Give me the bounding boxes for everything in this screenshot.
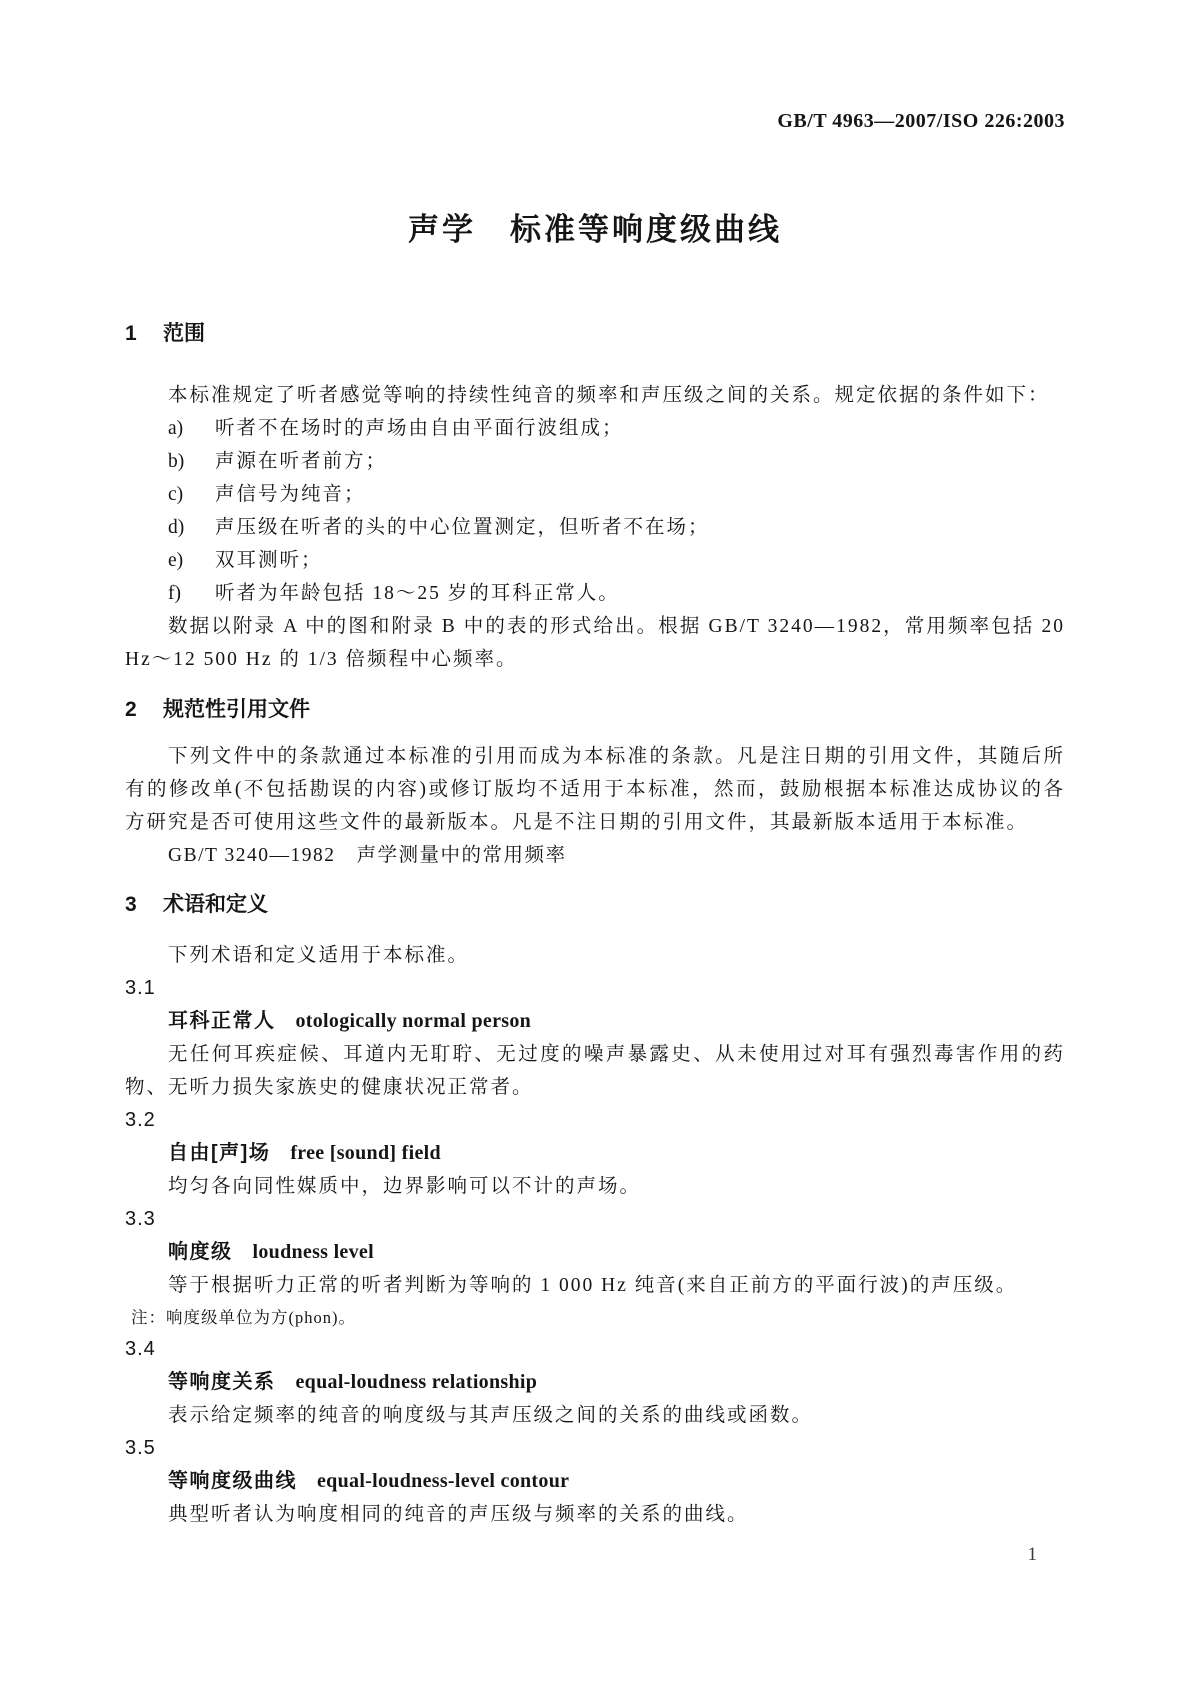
term-block-3-4 (125, 1333, 1065, 1432)
term-line (125, 1366, 1065, 1399)
item-label: a) (168, 418, 184, 439)
term-line (125, 1137, 1065, 1170)
item-label: d) (168, 517, 185, 538)
term-english: free [sound] field (290, 1142, 441, 1164)
item-text: 声信号为纯音； (215, 484, 366, 505)
term-english: equal-loudness relationship (295, 1371, 538, 1393)
term-number: 3.5 (125, 1437, 156, 1459)
term-definition: 等于根据听力正常的听者判断为等响的 1 000 Hz 纯音(来自正前方的平面行波)的声压级。 (168, 1275, 1018, 1296)
term-chinese: 等响度级曲线 (168, 1470, 297, 1492)
term-definition: 无任何耳疾症候、耳道内无耵聍、无过度的噪声暴露史、从未使用过对耳有强烈毒害作用的药物、无听力损失家族史的健康状况正常者。 (125, 1044, 1065, 1098)
page-number: 1 (1027, 1544, 1037, 1565)
term-chinese: 自由[声]场 (168, 1142, 271, 1164)
term-definition: 均匀各向同性媒质中，边界影响可以不计的声场。 (168, 1176, 642, 1197)
term-block-3-5 (125, 1432, 1065, 1531)
term-note: 注：响度级单位为方(phon)。 (131, 1308, 356, 1327)
condition-item-b (125, 445, 1065, 478)
term-number: 3.1 (125, 977, 156, 999)
item-text: 听者不在场时的声场由自由平面行波组成； (215, 418, 624, 439)
section-1-closing-paragraph: 数据以附录 A 中的图和附录 B 中的表的形式给出。根据 GB/T 3240—1982，常用频率包括 20 Hz～12 500 Hz 的 1/3 倍频程中心频率。 (125, 616, 1065, 670)
term-line (125, 1005, 1065, 1038)
section-3-intro-paragraph: 下列术语和定义适用于本标准。 (168, 945, 470, 966)
term-chinese: 等响度关系 (168, 1371, 276, 1393)
item-text: 声压级在听者的头的中心位置测定，但听者不在场； (215, 517, 710, 538)
condition-item-e (125, 544, 1065, 577)
term-line (125, 1236, 1065, 1269)
term-chinese: 耳科正常人 (168, 1010, 276, 1032)
term-line (125, 1465, 1065, 1498)
normative-reference: GB/T 3240—1982 声学测量中的常用频率 (168, 845, 567, 866)
section-3-heading (125, 889, 1065, 921)
section-3-number: 3 (125, 893, 137, 916)
item-label: f) (168, 583, 181, 604)
section-1-intro-paragraph: 本标准规定了听者感觉等响的持续性纯音的频率和声压级之间的关系。规定依据的条件如下： (168, 385, 1050, 406)
term-definition: 典型听者认为响度相同的纯音的声压级与频率的关系的曲线。 (168, 1504, 749, 1525)
standard-code: GB/T 4963—2007/ISO 226:2003 (777, 110, 1065, 132)
term-block-3-1 (125, 972, 1065, 1104)
section-2-body-paragraph: 下列文件中的条款通过本标准的引用而成为本标准的条款。凡是注日期的引用文件，其随后所有的修改单(不包括勘误的内容)或修订版均不适用于本标准，然而，鼓励根据本标准达成协议的各方研究是否可使用这些文件的最新版本。凡是不注日期的引用文件，其最新版本适用于本标准。 (125, 746, 1065, 833)
condition-item-f (125, 577, 1065, 610)
condition-item-d (125, 511, 1065, 544)
term-english: equal-loudness-level contour (317, 1470, 570, 1492)
item-text: 听者为年龄包括 18～25 岁的耳科正常人。 (215, 583, 620, 604)
item-text: 声源在听者前方； (215, 451, 388, 472)
term-definition: 表示给定频率的纯音的响度级与其声压级之间的关系的曲线或函数。 (168, 1405, 814, 1426)
section-2-number: 2 (125, 698, 137, 721)
section-1-heading (125, 318, 1065, 350)
condition-item-c (125, 478, 1065, 511)
section-3-title: 术语和定义 (163, 893, 268, 916)
term-block-3-3 (125, 1203, 1065, 1333)
term-block-3-2 (125, 1104, 1065, 1203)
term-english: loudness level (252, 1241, 374, 1263)
section-2-title: 规范性引用文件 (163, 698, 310, 721)
term-number: 3.4 (125, 1338, 156, 1360)
term-number: 3.3 (125, 1208, 156, 1230)
condition-list (125, 412, 1065, 610)
document-title: 声学 标准等响度级曲线 (408, 212, 782, 247)
item-label: c) (168, 484, 184, 505)
section-2-heading (125, 694, 1065, 726)
item-label: b) (168, 451, 185, 472)
section-1-title: 范围 (163, 322, 205, 345)
term-english: otologically normal person (295, 1010, 532, 1032)
item-text: 双耳测听； (215, 550, 323, 571)
term-number: 3.2 (125, 1109, 156, 1131)
item-label: e) (168, 550, 184, 571)
condition-item-a (125, 412, 1065, 445)
section-1-number: 1 (125, 322, 137, 345)
term-chinese: 响度级 (168, 1241, 233, 1263)
